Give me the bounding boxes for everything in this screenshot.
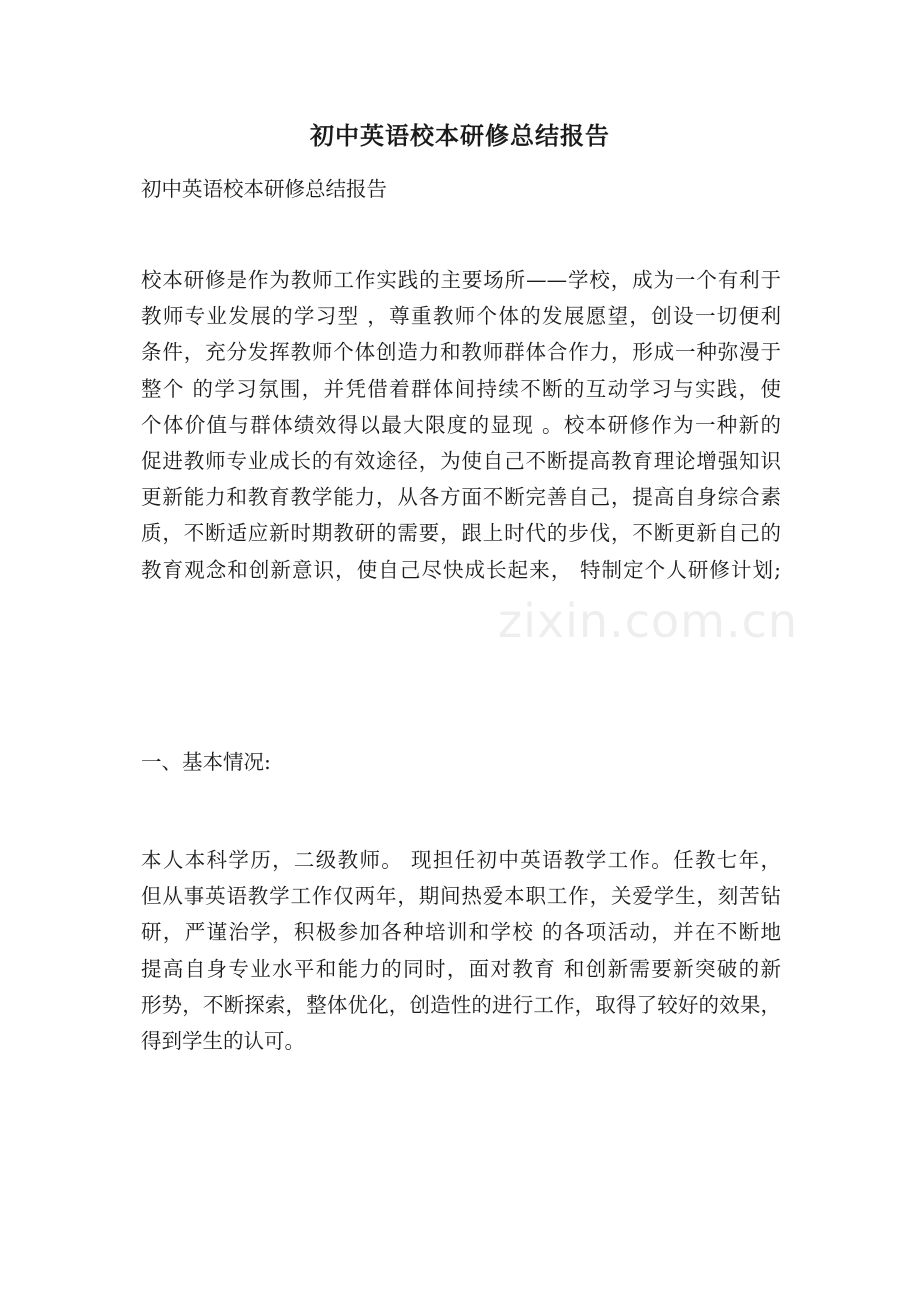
paragraph-line: 形势，不断探索，整体优化，创造性的进行工作，取得了较好的效果， — [141, 992, 781, 1017]
paragraph-line: 提高自身专业水平和能力的同时，面对教育 和创新需要新突破的新 — [141, 956, 781, 981]
paragraph-line: 个体价值与群体绩效得以最大限度的显现 。校本研修作为一种新的 — [141, 412, 781, 437]
document-subtitle: 初中英语校本研修总结报告 — [141, 177, 387, 201]
paragraph-line: 校本研修是作为教师工作实践的主要场所——学校，成为一个有利于 — [141, 268, 781, 292]
paragraph-line: 质，不断适应新时期教研的需要，跟上时代的步伐，不断更新自己的 — [141, 521, 781, 546]
paragraph-line: 教育观念和创新意识，使自己尽快成长起来， 特制定个人研修计划; — [141, 557, 781, 582]
paragraph-line: 促进教师专业成长的有效途径，为使自己不断提高教育理论增强知识 — [141, 448, 781, 473]
paragraph-line: 得到学生的认可。 — [141, 1028, 305, 1053]
section-paragraph — [141, 842, 781, 1059]
paragraph-line: 条件，充分发挥教师个体创造力和教师群体合作力，形成一种弥漫于 — [141, 340, 781, 365]
intro-paragraph — [141, 262, 781, 588]
paragraph-line: 更新能力和教育教学能力，从各方面不断完善自己，提高自身综合素 — [141, 485, 781, 510]
paragraph-line: 教师专业发展的学习型 ，尊重教师个体的发展愿望，创设一切便利 — [141, 304, 781, 329]
document-title: 初中英语校本研修总结报告 — [310, 121, 610, 150]
watermark: zixin.com.cn — [498, 594, 799, 648]
section-heading: 一、基本情况: — [141, 750, 271, 774]
paragraph-line: 但从事英语教学工作仅两年，期间热爱本职工作，关爱学生，刻苦钻 — [141, 884, 781, 909]
paragraph-line: 整个 的学习氛围，并凭借着群体间持续不断的互动学习与实践，使 — [141, 376, 781, 401]
paragraph-line: 研，严谨治学，积极参加各种培训和学校 的各项活动，并在不断地 — [141, 920, 781, 945]
paragraph-line: 本人本科学历，二级教师。 现担任初中英语教学工作。任教七年， — [141, 848, 781, 872]
